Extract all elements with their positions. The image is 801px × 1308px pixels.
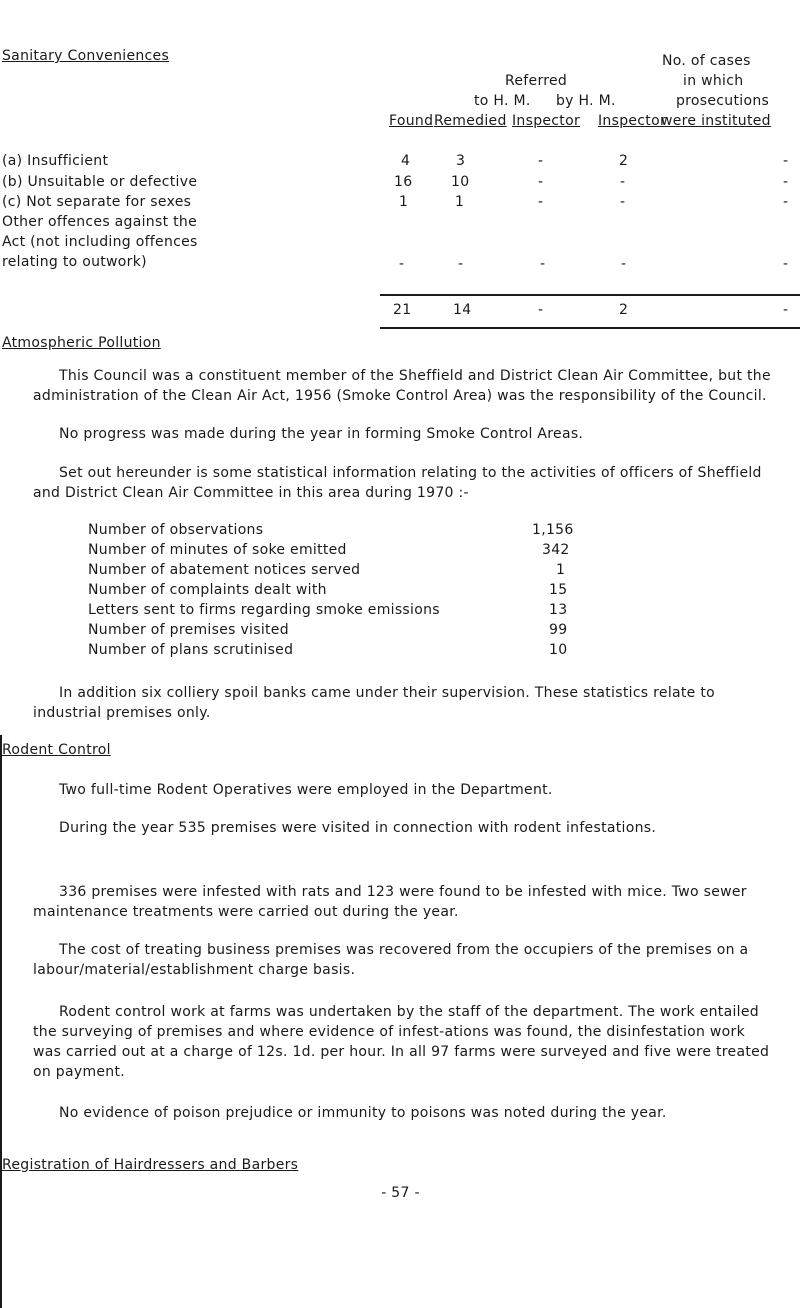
col-found: Found (389, 113, 434, 129)
stat-label: Number of minutes of soke emitted (88, 542, 347, 558)
row-c-label: (c) Not separate for sexes (2, 194, 192, 210)
stat-label: Number of observations (88, 522, 264, 538)
stat-label: Number of premises visited (88, 622, 289, 638)
col-referred-top: Referred (505, 73, 568, 89)
rodent-heading: Rodent Control (2, 742, 111, 758)
col-referred-mid: to H. M. (474, 93, 531, 109)
total-remedied: 14 (453, 302, 472, 318)
stat-value: 1,156 (532, 522, 574, 538)
row-a-found: 4 (401, 153, 411, 169)
stat-label: Letters sent to firms regarding smoke emissions (88, 602, 440, 618)
atmospheric-heading: Atmospheric Pollution (2, 335, 161, 351)
page-number: - 57 - (381, 1185, 420, 1201)
rodent-para-3: 336 premises were infested with rats and 123 were found to be infested with mice. Two sewer maintenance treatments were carried out during the year. (33, 884, 747, 920)
row-c-remedied: 1 (455, 194, 465, 210)
stat-label: Number of complaints dealt with (88, 582, 327, 598)
row-other-by: - (621, 256, 627, 272)
row-other-label-3: relating to outwork) (2, 254, 147, 270)
stat-value: 1 (556, 562, 566, 578)
row-other-remedied: - (458, 256, 464, 272)
total-pros: - (783, 302, 789, 318)
rodent-para-4: The cost of treating business premises was recovered from the occupiers of the premises on a labour/material/establishment charge basis. (33, 942, 749, 978)
stat-value: 13 (549, 602, 568, 618)
row-c-referred: - (538, 194, 544, 210)
col-by-mid: by H. M. (556, 93, 616, 109)
row-a-label: (a) Insufficient (2, 153, 109, 169)
row-other-found: - (399, 256, 405, 272)
rodent-para-6: No evidence of poison prejudice or immunity to poisons was noted during the year. (59, 1105, 667, 1121)
col-pros-3: prosecutions (676, 93, 770, 109)
atmospheric-para-3: Set out hereunder is some statistical information relating to the activities of officers of Sheffield and District Clean Air Committee in this area during 1970 :- (33, 465, 762, 501)
stat-value: 15 (549, 582, 568, 598)
hairdressers-heading: Registration of Hairdressers and Barbers (2, 1157, 299, 1173)
stat-label: Number of plans scrutinised (88, 642, 294, 658)
stat-value: 99 (549, 622, 568, 638)
atmospheric-para-1: This Council was a constituent member of the Sheffield and District Clean Air Committee, but the administration of the Clean Air Act, 1956 (Smoke Control Area) was the responsibility of the Council. (33, 368, 771, 404)
row-b-referred: - (538, 174, 544, 190)
row-other-pros: - (783, 256, 789, 272)
stat-label: Number of abatement notices served (88, 562, 361, 578)
row-c-by: - (620, 194, 626, 210)
atmospheric-para-2: No progress was made during the year in forming Smoke Control Areas. (59, 426, 584, 442)
col-pros-1: No. of cases (662, 53, 751, 69)
row-other-label-2: Act (not including offences (2, 234, 198, 250)
col-remedied: Remedied (434, 113, 507, 129)
totals-rule-top (380, 294, 800, 296)
row-c-pros: - (783, 194, 789, 210)
row-b-by: - (620, 174, 626, 190)
rodent-para-2: During the year 535 premises were visited in connection with rodent infestations. (59, 820, 657, 836)
col-pros-2: in which (683, 73, 744, 89)
row-a-by: 2 (619, 153, 629, 169)
row-other-label-1: Other offences against the (2, 214, 197, 230)
row-b-pros: - (783, 174, 789, 190)
row-b-remedied: 10 (451, 174, 470, 190)
totals-rule-bottom (380, 327, 800, 329)
row-b-found: 16 (394, 174, 413, 190)
rodent-para-1: Two full-time Rodent Operatives were employed in the Department. (59, 782, 553, 798)
atmospheric-para-4: In addition six colliery spoil banks came under their supervision. These statistics relate to industrial premises only. (33, 685, 715, 721)
row-a-referred: - (538, 153, 544, 169)
total-found: 21 (393, 302, 412, 318)
rodent-para-5: Rodent control work at farms was undertaken by the staff of the department. The work entailed the surveying of premises and where evidence of infest-ations was found, the disinfestation work was carried out at a charge of 12s. 1d. per hour. In all 97 farms were surveyed and five were treated on payment. (33, 1004, 770, 1080)
row-b-label: (b) Unsuitable or defective (2, 174, 198, 190)
total-referred: - (538, 302, 544, 318)
row-a-pros: - (783, 153, 789, 169)
row-c-found: 1 (399, 194, 409, 210)
sanitary-heading: Sanitary Conveniences (2, 48, 170, 64)
col-by-bottom: Inspector (598, 113, 667, 129)
col-pros-4: were instituted (661, 113, 771, 129)
scan-edge (0, 735, 2, 1308)
stat-value: 10 (549, 642, 568, 658)
stat-value: 342 (542, 542, 570, 558)
row-a-remedied: 3 (456, 153, 466, 169)
total-by: 2 (619, 302, 629, 318)
col-referred-bottom: Inspector (512, 113, 581, 129)
row-other-referred: - (540, 256, 546, 272)
